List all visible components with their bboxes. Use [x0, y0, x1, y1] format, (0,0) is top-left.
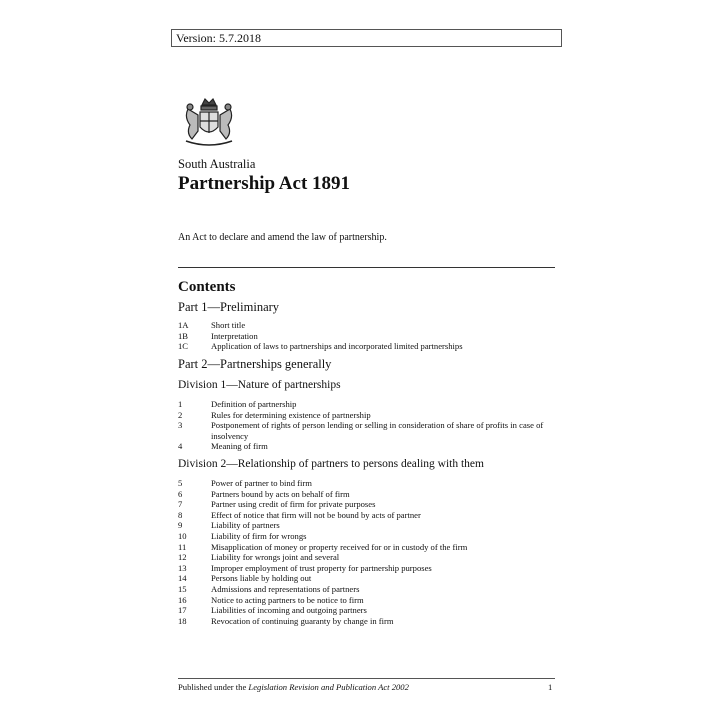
toc-entry[interactable]: [178, 499, 556, 510]
version-box: [171, 29, 562, 47]
toc-entry-title: Notice to acting partners to be notice to firm: [211, 594, 364, 605]
toc-entry-number: 12: [178, 552, 187, 563]
coat-of-arms-icon: [180, 95, 238, 149]
toc-part-2-heading[interactable]: Part 2—Partnerships generally: [178, 357, 332, 371]
toc-entry[interactable]: [178, 420, 556, 441]
toc-entry-title: Liability for wrongs joint and several: [211, 552, 340, 563]
toc-part-1-heading[interactable]: Part 1—Preliminary: [178, 300, 280, 314]
toc-entry[interactable]: [178, 584, 556, 595]
toc-entry[interactable]: [178, 478, 556, 489]
contents-heading: Contents: [178, 279, 236, 295]
toc-entry-number: 13: [178, 562, 187, 573]
toc-entry[interactable]: [178, 605, 556, 616]
toc-entry-title: Partner using credit of firm for private purposes: [211, 499, 376, 510]
toc-entry-title: Revocation of continuing guaranty by change in firm: [211, 615, 394, 626]
toc-entry-title: Persons liable by holding out: [211, 573, 312, 584]
toc-entry-number: 1C: [178, 341, 189, 352]
toc-entry[interactable]: [178, 489, 556, 500]
toc-entry-number: 16: [178, 594, 187, 605]
toc-part-1-list: [178, 320, 556, 352]
toc-entry[interactable]: [178, 331, 556, 342]
toc-entry-number: 15: [178, 583, 187, 594]
footer-prefix: Published under the: [178, 682, 249, 692]
toc-entry[interactable]: [178, 510, 556, 521]
toc-entry-number: 14: [178, 573, 187, 584]
toc-entry-number: 9: [178, 520, 183, 531]
jurisdiction-label: South Australia: [178, 157, 256, 171]
toc-entry[interactable]: [178, 573, 556, 584]
toc-entry-number: 6: [178, 488, 183, 499]
toc-entry-title: Application of laws to partnerships and incorporated limited partnerships: [211, 341, 463, 352]
toc-entry-number: 3: [178, 420, 183, 431]
toc-entry-title: Interpretation: [211, 330, 258, 341]
toc-entry-number: 1B: [178, 330, 189, 341]
toc-entry[interactable]: [178, 399, 556, 410]
toc-entry[interactable]: [178, 531, 556, 542]
toc-division-1-heading[interactable]: Division 1—Nature of partnerships: [178, 379, 341, 391]
toc-entry-number: 4: [178, 441, 183, 452]
toc-entry-number: 7: [178, 499, 183, 510]
toc-entry-title: Meaning of firm: [211, 441, 268, 452]
version-label: Version: 5.7.2018: [176, 31, 261, 45]
toc-entry-title: Postponement of rights of person lending or selling in consideration of share of profits in case of insolvency: [211, 420, 544, 441]
toc-entry-title: Liability of firm for wrongs: [211, 530, 307, 541]
toc-entry-title: Liability of partners: [211, 520, 280, 531]
toc-entry-title: Definition of partnership: [211, 399, 297, 409]
long-title: An Act to declare and amend the law of partnership.: [178, 232, 387, 243]
toc-entry-number: 8: [178, 509, 183, 520]
toc-entry-number: 17: [178, 605, 187, 616]
footer-publication-note: [178, 682, 409, 692]
toc-entry-number: 18: [178, 615, 187, 626]
toc-entry[interactable]: [178, 320, 556, 331]
page-number: 1: [548, 682, 553, 692]
toc-division-2-list: [178, 478, 556, 626]
toc-entry[interactable]: [178, 616, 556, 627]
toc-entry-title: Rules for determining existence of partnership: [211, 409, 371, 420]
toc-entry[interactable]: [178, 542, 556, 553]
toc-entry-title: Partners bound by acts on behalf of firm: [211, 488, 350, 499]
toc-entry-title: Effect of notice that firm will not be bound by acts of partner: [211, 509, 421, 520]
toc-entry-title: Power of partner to bind firm: [211, 478, 312, 488]
toc-entry[interactable]: [178, 341, 556, 352]
toc-entry-title: Liabilities of incoming and outgoing partners: [211, 605, 367, 616]
toc-division-1-list: [178, 399, 556, 452]
toc-entry-number: 2: [178, 409, 183, 420]
toc-entry-number: 11: [178, 541, 187, 552]
footer-act-name: Legislation Revision and Publication Act 2002: [248, 682, 409, 692]
toc-entry[interactable]: [178, 441, 556, 452]
toc-entry[interactable]: [178, 595, 556, 606]
toc-entry[interactable]: [178, 552, 556, 563]
divider: [178, 267, 555, 268]
toc-entry-title: Admissions and representations of partners: [211, 583, 360, 594]
toc-entry[interactable]: [178, 410, 556, 421]
toc-entry-number: 10: [178, 530, 187, 541]
toc-entry-title: Misapplication of money or property received for or in custody of the firm: [211, 541, 468, 552]
toc-entry-number: 1: [178, 399, 183, 409]
toc-entry-title: Short title: [211, 320, 246, 330]
act-title: Partnership Act 1891: [178, 173, 351, 194]
toc-entry[interactable]: [178, 563, 556, 574]
toc-entry-title: Improper employment of trust property for partnership purposes: [211, 562, 432, 573]
toc-entry-number: 1A: [178, 320, 189, 330]
toc-entry[interactable]: [178, 520, 556, 531]
toc-division-2-heading[interactable]: Division 2—Relationship of partners to persons dealing with them: [178, 458, 484, 470]
footer-divider: [178, 678, 555, 679]
toc-entry-number: 5: [178, 478, 183, 488]
